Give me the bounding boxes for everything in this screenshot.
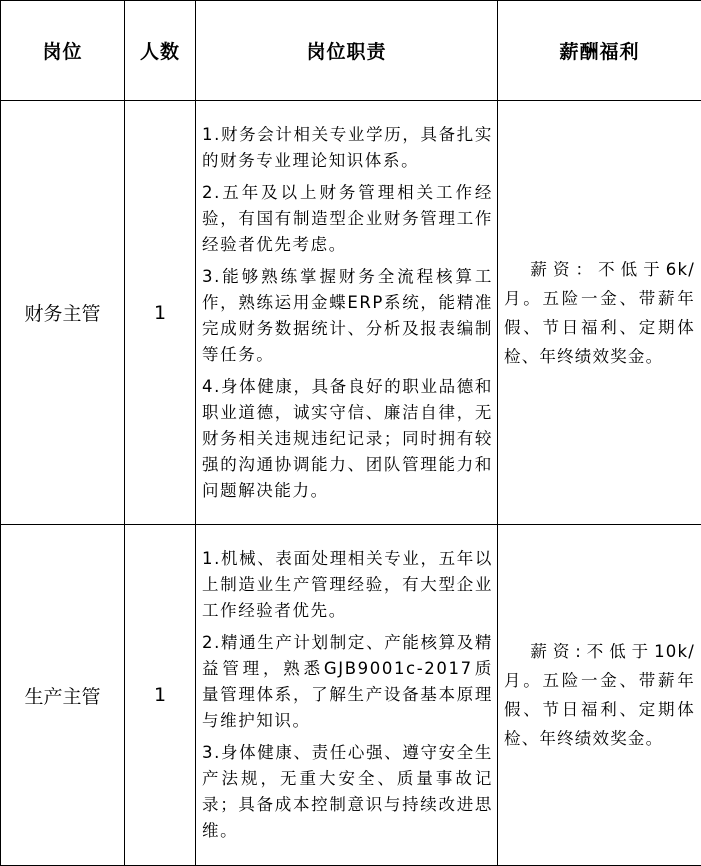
duty-item: 2.精通生产计划制定、产能核算及精益管理，熟悉GJB9001c-2017质量管理体系，了解生产设备基本原理与维护知识。 xyxy=(202,633,493,730)
header-post: 岗位 xyxy=(1,1,125,101)
duties-cell xyxy=(196,525,498,866)
headcount: 1 xyxy=(125,101,196,525)
table-row xyxy=(1,101,701,525)
post-name: 生产主管 xyxy=(1,525,125,866)
duty-item: 3.能够熟练掌握财务全流程核算工作，熟练运用金蝶ERP系统，能精准完成财务数据统计、分析及报表编制等任务。 xyxy=(202,266,493,364)
pay-text: 薪资:不低于10k/月。五险一金、带薪年假、节日福利、定期体检、年终绩效奖金。 xyxy=(504,642,695,748)
header-duties: 岗位职责 xyxy=(196,1,498,101)
pay-text: 薪资：不低于6k/月。五险一金、带薪年假、节日福利、定期体检、年终绩效奖金。 xyxy=(504,259,695,366)
duty-list xyxy=(196,120,497,506)
duty-item: 1.财务会计相关专业学历，具备扎实的财务专业理论知识体系。 xyxy=(202,124,493,170)
pay-cell xyxy=(498,525,701,866)
table-row xyxy=(1,525,701,866)
duty-list xyxy=(196,544,497,846)
duty-item: 4.身体健康，具备良好的职业品德和职业道德，诚实守信、廉洁自律，无财务相关违规违纪记录；同时拥有较强的沟通协调能力、团队管理能力和问题解决能力。 xyxy=(202,376,493,500)
duty-item: 1.机械、表面处理相关专业，五年以上制造业生产管理经验，有大型企业工作经验者优先。 xyxy=(202,549,493,620)
header-count: 人数 xyxy=(125,1,196,101)
post-name: 财务主管 xyxy=(1,101,125,525)
header-pay: 薪酬福利 xyxy=(498,1,701,101)
duty-item: 2.五年及以上财务管理相关工作经验，有国有制造型企业财务管理工作经验者优先考虑。 xyxy=(202,182,493,254)
pay-cell xyxy=(498,101,701,525)
header-row xyxy=(1,1,701,101)
headcount: 1 xyxy=(125,525,196,866)
duty-item: 3.身体健康、责任心强、遵守安全生产法规，无重大安全、质量事故记录；具备成本控制意识与持续改进思维。 xyxy=(202,743,493,840)
duties-cell xyxy=(196,101,498,525)
